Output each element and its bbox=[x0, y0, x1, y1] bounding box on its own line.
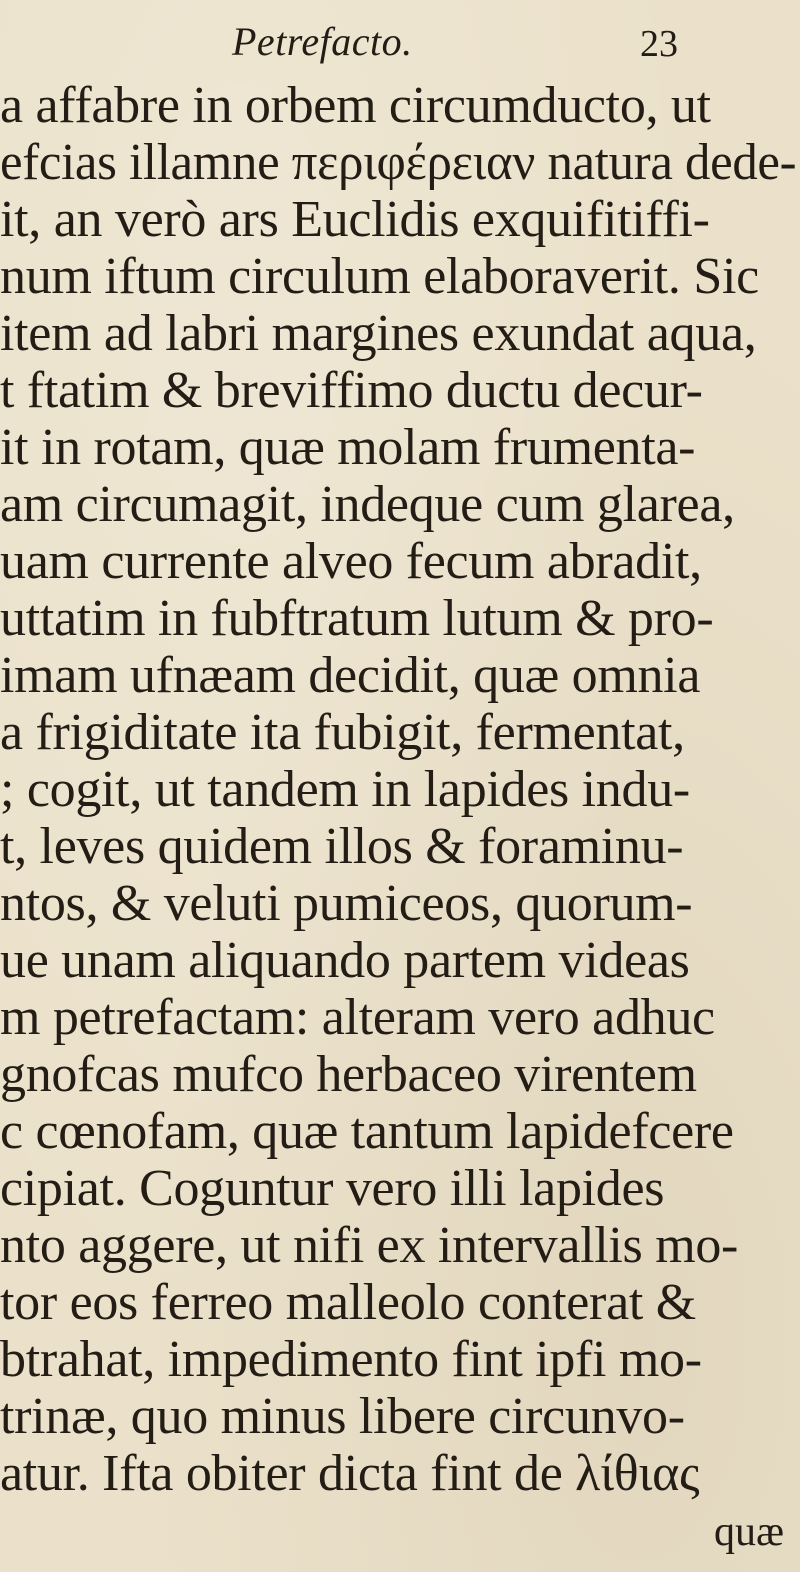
text-line: t, leves quidem illos & foraminu- bbox=[0, 818, 684, 875]
running-head-title: Petrefacto. bbox=[232, 19, 413, 64]
text-line: a frigiditate ita fubigit, fermentat, bbox=[0, 704, 685, 761]
text-line: efcias illamne περιφέρειαν natura dede- bbox=[0, 134, 797, 191]
text-line: it in rotam, quæ molam frumenta- bbox=[0, 419, 696, 476]
text-line: ue unam aliquando partem videas bbox=[0, 932, 690, 989]
text-line: it, an verò ars Euclidis exquifitiffi- bbox=[0, 191, 710, 248]
text-line: nto aggere, ut nifi ex intervallis mo- bbox=[0, 1217, 739, 1274]
text-line: trinæ, quo minus libere circunvo- bbox=[0, 1388, 685, 1445]
text-line: ntos, & veluti pumiceos, quorum- bbox=[0, 875, 693, 932]
catchword: quæ bbox=[714, 1509, 785, 1555]
text-line: ; cogit, ut tandem in lapides indu- bbox=[0, 761, 690, 818]
text-line: uam currente alveo fecum abradit, bbox=[0, 533, 702, 590]
text-line: uttatim in fubftratum lutum & pro- bbox=[0, 590, 714, 647]
text-line: atur. Ifta obiter dicta fint de λίθιας bbox=[0, 1445, 700, 1502]
text-line: gnofcas mufco herbaceo virentem bbox=[0, 1046, 697, 1103]
text-line: cipiat. Coguntur vero illi lapides bbox=[0, 1160, 665, 1217]
text-line: tor eos ferreo malleolo conterat & bbox=[0, 1274, 696, 1331]
text-line: t ftatim & breviffimo ductu decur- bbox=[0, 362, 703, 419]
text-line: am circumagit, indeque cum glarea, bbox=[0, 476, 735, 533]
text-line: m petrefactam: alteram vero adhuc bbox=[0, 989, 715, 1046]
text-line: a affabre in orbem circumducto, ut bbox=[0, 77, 711, 134]
text-line: c cœnofam, quæ tantum lapidefcere bbox=[0, 1103, 734, 1160]
text-line: num iftum circulum elaboraverit. Sic bbox=[0, 248, 759, 305]
text-line: item ad labri margines exundat aqua, bbox=[0, 305, 757, 362]
running-head bbox=[0, 10, 800, 68]
page-number: 23 bbox=[640, 23, 678, 65]
text-line: imam ufnæam decidit, quæ omnia bbox=[0, 647, 701, 704]
text-line: btrahat, impedimento fint ipfi mo- bbox=[0, 1331, 702, 1388]
